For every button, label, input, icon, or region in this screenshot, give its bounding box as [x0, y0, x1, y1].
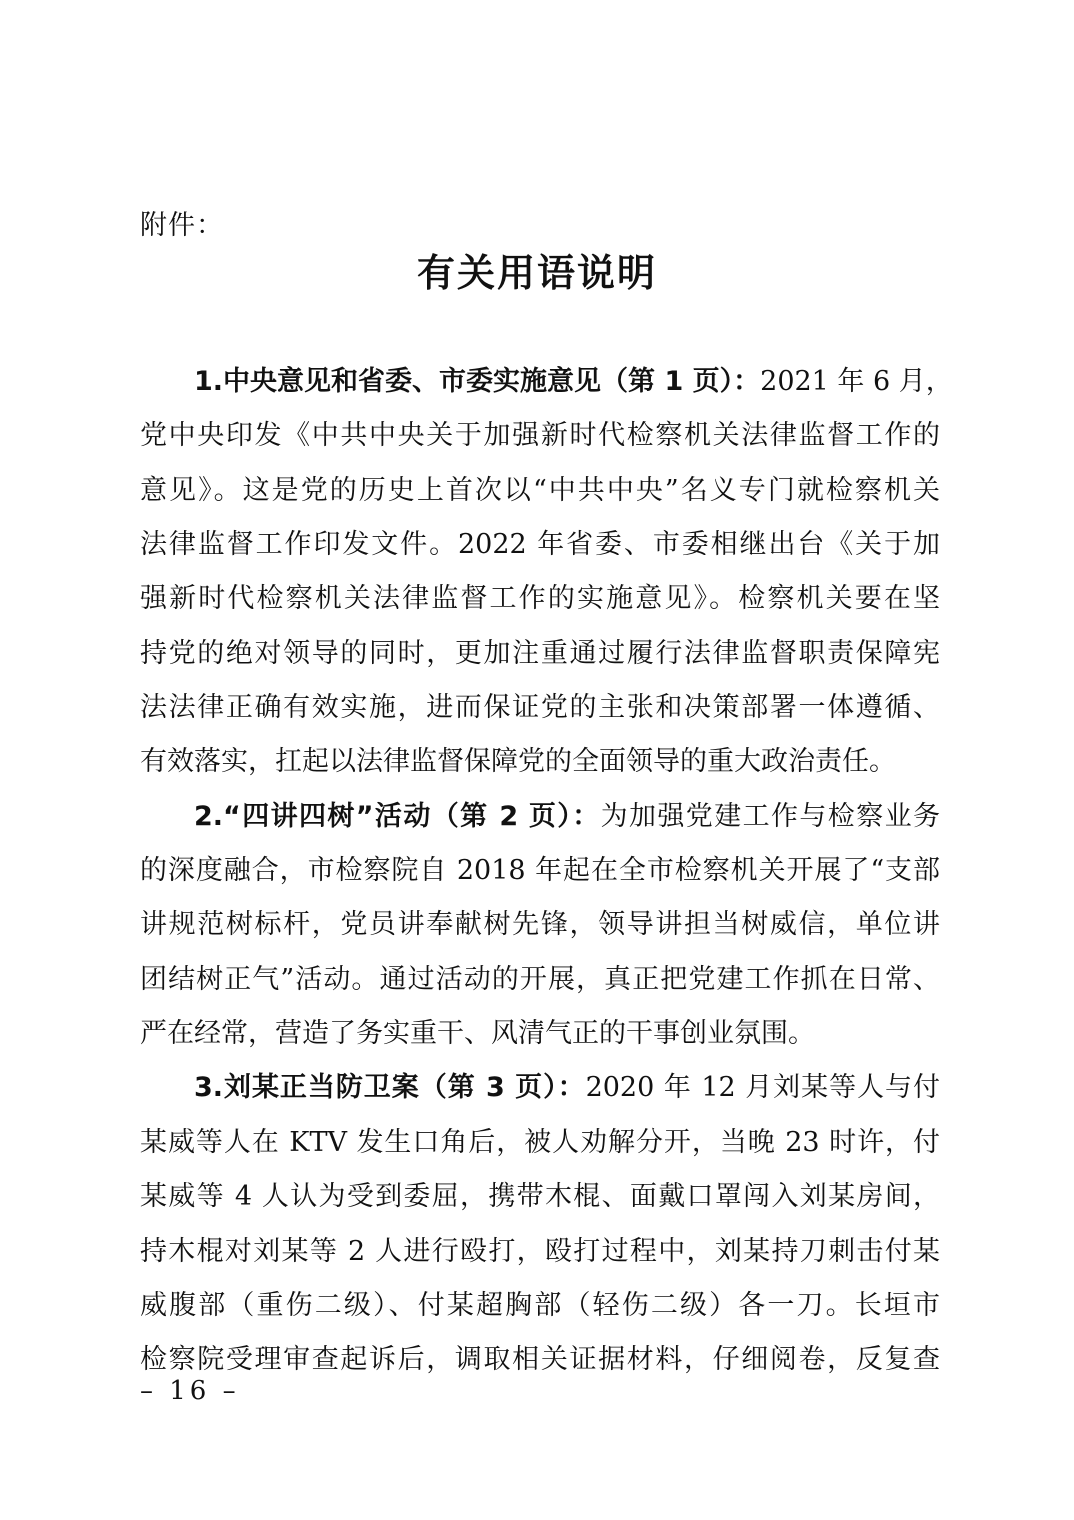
paragraph-line: 的深度融合，市检察院自 2018 年起在全市检察机关开展了“支部 [140, 855, 940, 887]
paragraph-line: 有效落实，扛起以法律监督保障党的全面领导的重大政治责任。 [140, 746, 896, 778]
paragraph-line: 法法律正确有效实施，进而保证党的主张和决策部署一体遵循、 [140, 692, 940, 724]
paragraph-line: 检察院受理审查起诉后，调取相关证据材料，仔细阅卷，反复查 [140, 1344, 940, 1376]
paragraph-1-heading: 1.中央意见和省委、市委实施意见（第 1 页）： [194, 366, 761, 397]
paragraph-line: 法律监督工作印发文件。2022 年省委、市委相继出台《关于加 [140, 529, 940, 561]
document-title: 有关用语说明 [416, 250, 657, 295]
paragraph-3-heading: 3.刘某正当防卫案（第 3 页）： [194, 1072, 586, 1104]
paragraph-1-first-text: 2021 年 6 月， [760, 366, 953, 397]
paragraph-3-first-text: 2020 年 12 月刘某等人与付 [585, 1072, 940, 1104]
page-number: – 16 – [140, 1376, 240, 1406]
paragraph-line: 讲规范树标杆，党员讲奉献树先锋，领导讲担当树威信，单位讲 [140, 909, 940, 941]
paragraph-line: 某威等 4 人认为受到委屈，携带木棍、面戴口罩闯入刘某房间， [140, 1181, 940, 1213]
paragraph-line: 威腹部（重伤二级）、付某超胸部（轻伤二级）各一刀。长垣市 [140, 1289, 940, 1321]
paragraph-2-first-text: 为加强党建工作与检察业务 [600, 800, 940, 832]
paragraph-line: 强新时代检察机关法律监督工作的实施意见》。检察机关要在坚 [140, 583, 940, 615]
document-body [140, 355, 953, 1388]
paragraph-3-first-line [140, 1061, 940, 1115]
paragraph-2-first-line [140, 790, 940, 844]
paragraph-line: 持木棍对刘某等 2 人进行殴打，殴打过程中，刘某持刀刺击付某 [140, 1235, 940, 1267]
paragraph-1-first-line [140, 355, 953, 409]
paragraph-line: 意见》。这是党的历史上首次以“中共中央”名义专门就检察机关 [140, 474, 940, 506]
paragraph-line: 团结树正气”活动。通过活动的开展，真正把党建工作抓在日常、 [140, 963, 940, 995]
paragraph-line: 党中央印发《中共中央关于加强新时代检察机关法律监督工作的 [140, 420, 940, 452]
paragraph-line: 严在经常，营造了务实重干、风清气正的干事创业氛围。 [140, 1018, 815, 1050]
paragraph-line: 持党的绝对领导的同时，更加注重通过履行法律监督职责保障宪 [140, 637, 940, 669]
paragraph-line: 某威等人在 KTV 发生口角后，被人劝解分开，当晚 23 时许，付 [140, 1126, 940, 1158]
paragraph-2-heading: 2.“四讲四树”活动（第 2 页）： [194, 800, 601, 832]
attachment-label: 附件： [140, 210, 224, 241]
